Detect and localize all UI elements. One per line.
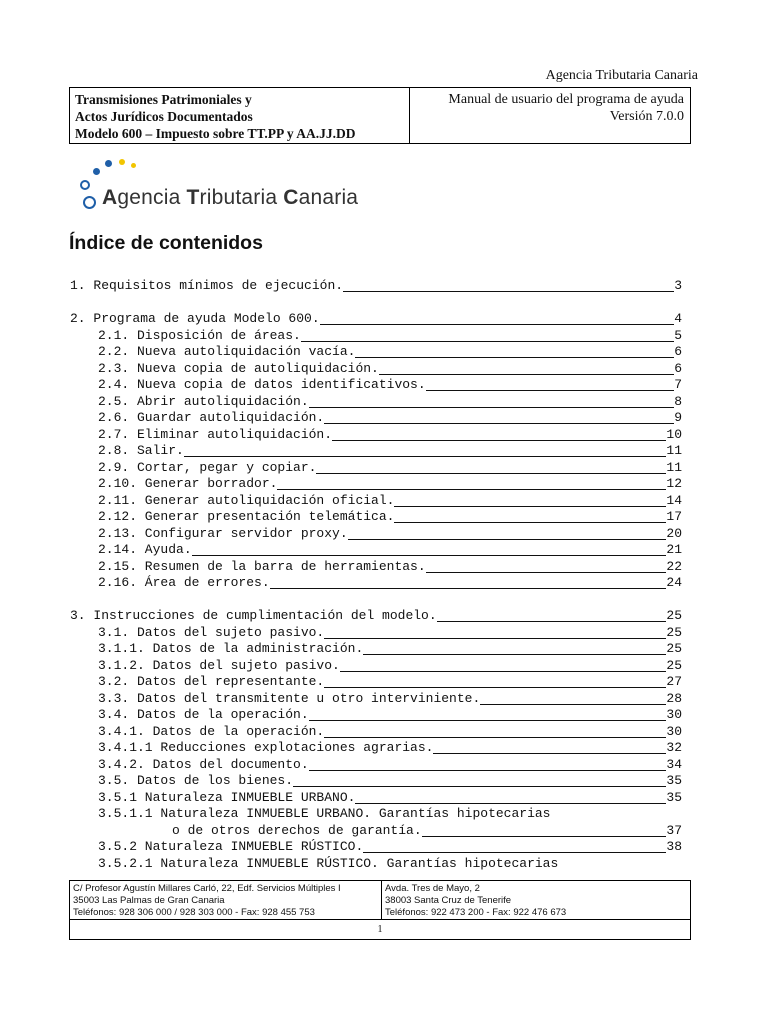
logo-dot xyxy=(131,163,136,168)
footer xyxy=(69,880,691,940)
logo-word: ributaria xyxy=(199,186,284,209)
toc-leader-line xyxy=(363,654,666,655)
toc-leader-line xyxy=(340,671,666,672)
toc-entry-page: 34 xyxy=(666,756,682,772)
logo-initial: T xyxy=(186,186,200,209)
toc-entry-page: 10 xyxy=(666,426,682,442)
toc-entry-title: 3.5.1.1 Naturaleza INMUEBLE URBANO. Garantías hipotecarias xyxy=(98,806,551,821)
toc-entry-title: 3.1.1. Datos de la administración. xyxy=(98,641,364,656)
toc-entry-title: 2.3. Nueva copia de autoliquidación. xyxy=(98,360,379,376)
page-title: Índice de contenidos xyxy=(69,232,263,254)
toc-entry-title: 2. Programa de ayuda Modelo 600. xyxy=(70,311,320,326)
toc-leader-line xyxy=(309,720,666,721)
toc-leader-line xyxy=(480,704,666,705)
toc-entry[interactable] xyxy=(70,856,682,872)
toc-entry[interactable] xyxy=(70,328,682,344)
toc-entry-title: 2.11. Generar autoliquidación oficial. xyxy=(98,492,395,508)
logo-dot xyxy=(119,159,125,165)
toc-entry-page: 20 xyxy=(666,525,682,541)
toc-entry-title: 2.9. Cortar, pegar y copiar. xyxy=(98,459,317,475)
toc-entry[interactable] xyxy=(70,311,682,327)
toc-leader-line xyxy=(309,407,674,408)
toc-entry-page: 30 xyxy=(666,707,682,722)
toc-entry[interactable] xyxy=(70,526,682,542)
page-number: 1 xyxy=(377,924,383,935)
toc-leader-line xyxy=(433,753,666,754)
toc-entry[interactable] xyxy=(70,707,682,723)
toc-entry-title: o de otros derechos de garantía. xyxy=(172,822,422,838)
address-line: C/ Profesor Agustín Millares Carló, 22, Edf. Servicios Múltiples I xyxy=(73,883,341,894)
toc-entry[interactable] xyxy=(70,394,682,410)
toc-entry-page: 24 xyxy=(666,575,682,590)
toc-entry[interactable] xyxy=(70,575,682,591)
toc-leader-line xyxy=(437,621,666,622)
toc-entry[interactable] xyxy=(70,773,682,789)
toc-leader-line xyxy=(394,506,666,507)
address-line: Teléfonos: 922 473 200 - Fax: 922 476 673 xyxy=(385,907,567,918)
toc-leader-line xyxy=(277,489,666,490)
toc-entry[interactable] xyxy=(70,493,682,509)
toc-leader-line xyxy=(426,390,674,391)
toc-entry-page: 6 xyxy=(674,360,682,376)
logo-dot xyxy=(93,168,100,175)
address-line: Teléfonos: 928 306 000 / 928 303 000 - Fax: 928 455 753 xyxy=(73,907,315,918)
address-line: Avda. Tres de Mayo, 2 xyxy=(385,883,480,894)
toc-entry[interactable] xyxy=(70,839,682,855)
toc-entry-page: 11 xyxy=(666,443,682,458)
subject-line: Modelo 600 – Impuesto sobre TT.PP y AA.JJ.DD xyxy=(75,126,356,141)
toc-entry[interactable] xyxy=(70,823,682,839)
toc-entry-page: 28 xyxy=(666,690,682,706)
toc-entry-title: 2.4. Nueva copia de datos identificativos. xyxy=(98,377,426,392)
document-header-table xyxy=(69,87,691,144)
toc-entry-page: 21 xyxy=(666,542,682,557)
toc-entry-title: 3.5. Datos de los bienes. xyxy=(98,773,294,788)
logo-dot xyxy=(105,160,112,167)
document-subject xyxy=(70,88,410,143)
toc-entry-page: 6 xyxy=(674,344,682,359)
toc-entry[interactable] xyxy=(70,476,682,492)
logo-initial: C xyxy=(283,186,299,209)
toc-leader-line xyxy=(355,803,666,804)
toc-entry[interactable] xyxy=(70,443,682,459)
toc-entry[interactable] xyxy=(70,740,682,756)
toc-entry[interactable] xyxy=(70,691,682,707)
toc-entry[interactable] xyxy=(70,608,682,624)
toc-leader-line xyxy=(355,357,674,358)
toc-entry-title: 2.1. Disposición de áreas. xyxy=(98,327,301,343)
toc-entry[interactable] xyxy=(70,658,682,674)
toc-entry[interactable] xyxy=(70,361,682,377)
toc-entry[interactable] xyxy=(70,460,682,476)
footer-address-las-palmas xyxy=(70,881,382,919)
toc-entry-page: 17 xyxy=(666,509,682,524)
toc-entry-title: 2.12. Generar presentación telemática. xyxy=(98,509,395,524)
footer-address-tenerife xyxy=(382,881,690,919)
toc-entry[interactable] xyxy=(70,509,682,525)
toc-entry[interactable] xyxy=(70,278,682,294)
toc-entry-page: 7 xyxy=(674,377,682,392)
toc-entry[interactable] xyxy=(70,427,682,443)
toc-entry[interactable] xyxy=(70,790,682,806)
manual-version xyxy=(410,88,690,143)
toc-entry-page: 35 xyxy=(666,789,682,805)
address-line: 35003 Las Palmas de Gran Canaria xyxy=(73,895,225,906)
subject-line: Actos Jurídicos Documentados xyxy=(75,109,253,124)
toc-entry-page: 38 xyxy=(666,839,682,854)
toc-entry-title: 3.1. Datos del sujeto pasivo. xyxy=(98,624,325,640)
toc-entry-title: 2.2. Nueva autoliquidación vacía. xyxy=(98,344,356,359)
toc-leader-line xyxy=(324,737,666,738)
toc-entry-title: 3.5.1 Naturaleza INMUEBLE URBANO. xyxy=(98,789,356,805)
logo-initial: A xyxy=(102,186,118,209)
toc-entry-title: 2.6. Guardar autoliquidación. xyxy=(98,410,325,425)
toc-leader-line xyxy=(422,836,666,837)
agency-header-text: Agencia Tributaria Canaria xyxy=(545,68,698,83)
toc-leader-line xyxy=(426,572,666,573)
toc-entry-page: 4 xyxy=(674,311,682,326)
toc-entry-title: 3.4.1.1 Reducciones explotaciones agrarias. xyxy=(98,740,434,755)
toc-entry-title: 3.5.2.1 Naturaleza INMUEBLE RÚSTICO. Garantías hipotecarias xyxy=(98,855,559,871)
toc-entry[interactable] xyxy=(70,410,682,426)
toc-entry-title: 2.8. Salir. xyxy=(98,443,184,458)
toc-entry-title: 3.4.2. Datos del documento. xyxy=(98,756,309,772)
toc-entry-title: 3. Instrucciones de cumplimentación del modelo. xyxy=(70,608,437,623)
agency-logo xyxy=(78,158,388,218)
toc-entry[interactable] xyxy=(70,641,682,657)
toc-entry-page: 35 xyxy=(666,773,682,788)
toc-leader-line xyxy=(293,786,666,787)
toc-entry-title: 2.5. Abrir autoliquidación. xyxy=(98,393,309,409)
toc-leader-line xyxy=(363,852,666,853)
toc-leader-line xyxy=(324,638,666,639)
toc-entry-page: 30 xyxy=(666,723,682,739)
toc-leader-line xyxy=(270,588,666,589)
toc-leader-line xyxy=(379,374,674,375)
manual-title: Manual de usuario del programa de ayuda xyxy=(448,92,684,107)
toc-entry-title: 1. Requisitos mínimos de ejecución. xyxy=(70,278,344,293)
toc-entry[interactable] xyxy=(70,377,682,393)
toc-leader-line xyxy=(320,324,674,325)
toc-entry-title: 2.10. Generar borrador. xyxy=(98,476,278,491)
toc-entry[interactable] xyxy=(70,625,682,641)
toc-entry-title: 3.1.2. Datos del sujeto pasivo. xyxy=(98,657,340,673)
logo-dot xyxy=(83,196,96,209)
subject-line: Transmisiones Patrimoniales y xyxy=(75,92,252,107)
toc-entry-page: 8 xyxy=(674,393,682,409)
footer-addresses xyxy=(70,881,690,920)
toc-entry-title: 3.5.2 Naturaleza INMUEBLE RÚSTICO. xyxy=(98,839,364,854)
address-line: 38003 Santa Cruz de Tenerife xyxy=(385,895,512,906)
toc-entry-page: 25 xyxy=(666,608,682,623)
toc-entry-title: 2.7. Eliminar autoliquidación. xyxy=(98,426,333,442)
toc-entry-page: 25 xyxy=(666,657,682,673)
toc-entry-title: 2.16. Área de errores. xyxy=(98,575,270,590)
toc-entry-title: 2.13. Configurar servidor proxy. xyxy=(98,525,348,541)
toc-entry-page: 3 xyxy=(674,278,682,293)
logo-dot xyxy=(80,180,90,190)
toc-leader-line xyxy=(184,456,666,457)
toc-entry-title: 3.4.1. Datos de la operación. xyxy=(98,723,325,739)
toc-entry-title: 3.2. Datos del representante. xyxy=(98,674,325,689)
toc-entry-page: 37 xyxy=(666,822,682,838)
logo-word: anaria xyxy=(298,186,359,209)
toc-leader-line xyxy=(324,423,674,424)
toc-entry[interactable] xyxy=(70,559,682,575)
toc-entry[interactable] xyxy=(70,757,682,773)
toc-entry-page: 9 xyxy=(674,410,682,425)
toc-entry-page: 32 xyxy=(666,740,682,755)
logo-word: gencia xyxy=(117,186,187,209)
toc-entry-title: 3.4. Datos de la operación. xyxy=(98,707,309,722)
toc-leader-line xyxy=(309,770,666,771)
toc-leader-line xyxy=(192,555,666,556)
toc-entry[interactable] xyxy=(70,724,682,740)
toc-leader-line xyxy=(332,440,666,441)
toc-leader-line xyxy=(394,522,666,523)
toc-leader-line xyxy=(348,539,666,540)
toc-entry[interactable] xyxy=(70,806,682,822)
version-label: Versión 7.0.0 xyxy=(609,109,684,124)
toc-entry-page: 14 xyxy=(666,492,682,508)
toc-leader-line xyxy=(316,473,666,474)
toc-leader-line xyxy=(301,341,674,342)
toc-entry-page: 25 xyxy=(666,624,682,640)
toc-leader-line xyxy=(324,687,666,688)
toc-entry-title: 2.15. Resumen de la barra de herramientas. xyxy=(98,558,426,574)
toc-entry[interactable] xyxy=(70,542,682,558)
toc-entry-page: 27 xyxy=(666,674,682,689)
toc-entry[interactable] xyxy=(70,344,682,360)
toc-entry-page: 22 xyxy=(666,558,682,574)
toc-entry[interactable] xyxy=(70,674,682,690)
toc-entry-page: 25 xyxy=(666,641,682,656)
toc-entry-page: 11 xyxy=(666,459,682,475)
toc-entry-title: 3.3. Datos del transmitente u otro interviniente. xyxy=(98,690,481,706)
toc-entry-title: 2.14. Ayuda. xyxy=(98,542,192,557)
toc-entry-page: 5 xyxy=(674,327,682,343)
toc-leader-line xyxy=(343,291,674,292)
toc-entry-page: 12 xyxy=(666,476,682,491)
logo-wordmark xyxy=(102,186,358,210)
